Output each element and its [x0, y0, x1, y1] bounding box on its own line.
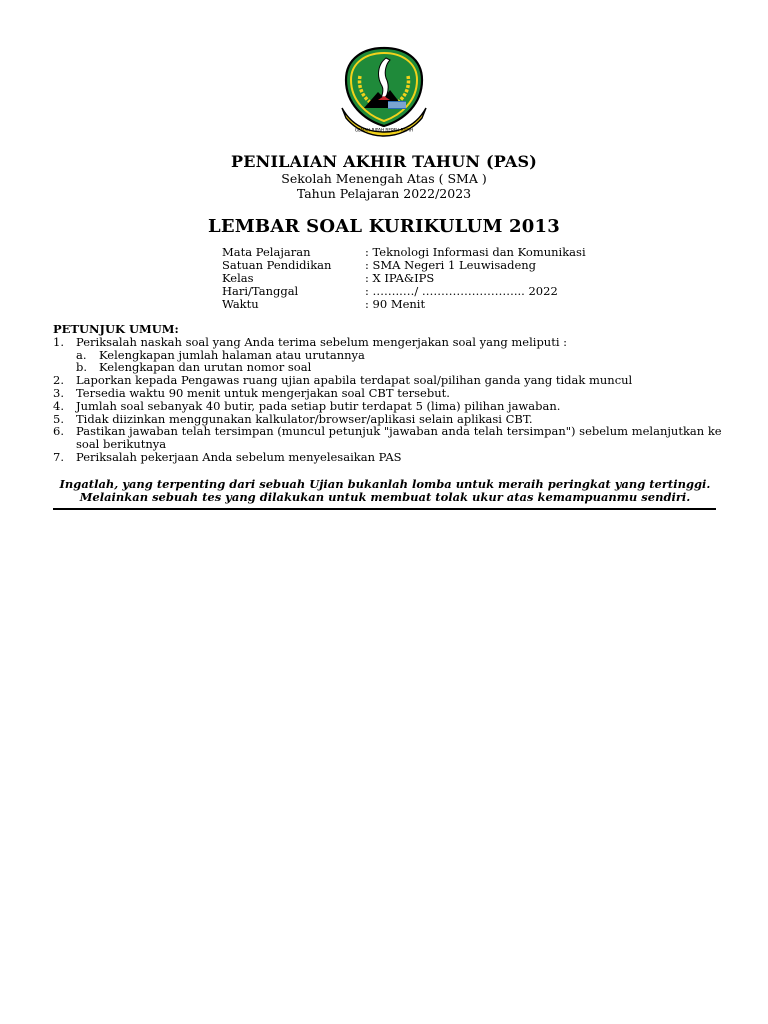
instruction-item [53, 336, 723, 349]
sub-item-letter: a. [76, 347, 87, 362]
instruction-item [53, 400, 723, 413]
instruction-text: Pastikan jawaban telah tersimpan (muncul petunjuk "jawaban anda telah tersimpan") sebelum melanjutkan ke soal berikutnya [76, 424, 722, 452]
info-label: Kelas [222, 271, 254, 285]
instruction-number: 7. [53, 449, 64, 464]
instruction-text: Periksalah pekerjaan Anda sebelum menyelesaikan PAS [76, 449, 402, 464]
exam-info-table [222, 246, 586, 311]
school-level: Sekolah Menengah Atas ( SMA ) [281, 171, 487, 186]
instruction-item [53, 451, 723, 464]
general-instructions [53, 323, 723, 464]
instruction-text: Tersedia waktu 90 menit untuk mengerjakan soal CBT tersebut. [76, 385, 450, 400]
instruction-number: 4. [53, 398, 64, 413]
instruction-item [53, 387, 723, 400]
info-label: Waktu [222, 297, 259, 311]
instruction-text: Tidak diizinkan menggunakan kalkulator/browser/aplikasi selain aplikasi CBT. [76, 411, 533, 426]
motivational-quote [53, 478, 717, 504]
info-label: Mata Pelajaran [222, 245, 311, 259]
sub-item-text: Kelengkapan jumlah halaman atau urutannya [99, 347, 365, 362]
instruction-text: Laporkan kepada Pengawas ruang ujian apabila terdapat soal/pilihan ganda yang tidak muncul [76, 373, 633, 388]
info-value: : X IPA&IPS [365, 271, 435, 285]
quote-line-2: Melainkan sebuah tes yang dilakukan untuk membuat tolak ukur atas kemampuanmu sendiri. [79, 490, 691, 504]
instructions-title: PETUNJUK UMUM: [53, 322, 179, 336]
instruction-number: 6. [53, 424, 64, 439]
exam-title: PENILAIAN AKHIR TAHUN (PAS) [231, 152, 537, 171]
info-value: : ……..…/ ……………………... 2022 [365, 284, 558, 298]
instruction-text: Periksalah naskah soal yang Anda terima sebelum mengerjakan soal yang meliputi : [76, 334, 568, 349]
info-value: : Teknologi Informasi dan Komunikasi [365, 245, 586, 259]
info-value: : 90 Menit [365, 297, 426, 311]
emblem-motto: GEMAH RIPAH REPEH RAPIH [354, 127, 414, 133]
info-value: : SMA Negeri 1 Leuwisadeng [365, 258, 537, 272]
sub-item-text: Kelengkapan dan urutan nomor soal [99, 360, 312, 375]
sheet-title: LEMBAR SOAL KURIKULUM 2013 [208, 216, 560, 237]
instruction-number: 2. [53, 373, 64, 388]
province-emblem-logo [338, 46, 430, 138]
instruction-item [53, 425, 723, 451]
quote-line-1: Ingatlah, yang terpenting dari sebuah Ujian bukanlah lomba untuk meraih peringkat yang tertinggi. [59, 477, 711, 491]
horizontal-divider [53, 508, 716, 510]
instruction-number: 3. [53, 385, 64, 400]
info-label: Satuan Pendidikan [222, 258, 332, 272]
instruction-text: Jumlah soal sebanyak 40 butir, pada setiap butir terdapat 5 (lima) pilihan jawaban. [76, 398, 561, 413]
sub-item-letter: b. [76, 360, 88, 375]
instruction-number: 5. [53, 411, 64, 426]
info-label: Hari/Tanggal [222, 284, 299, 298]
info-row-time [222, 298, 586, 311]
academic-year: Tahun Pelajaran 2022/2023 [296, 186, 472, 201]
instruction-number: 1. [53, 334, 64, 349]
